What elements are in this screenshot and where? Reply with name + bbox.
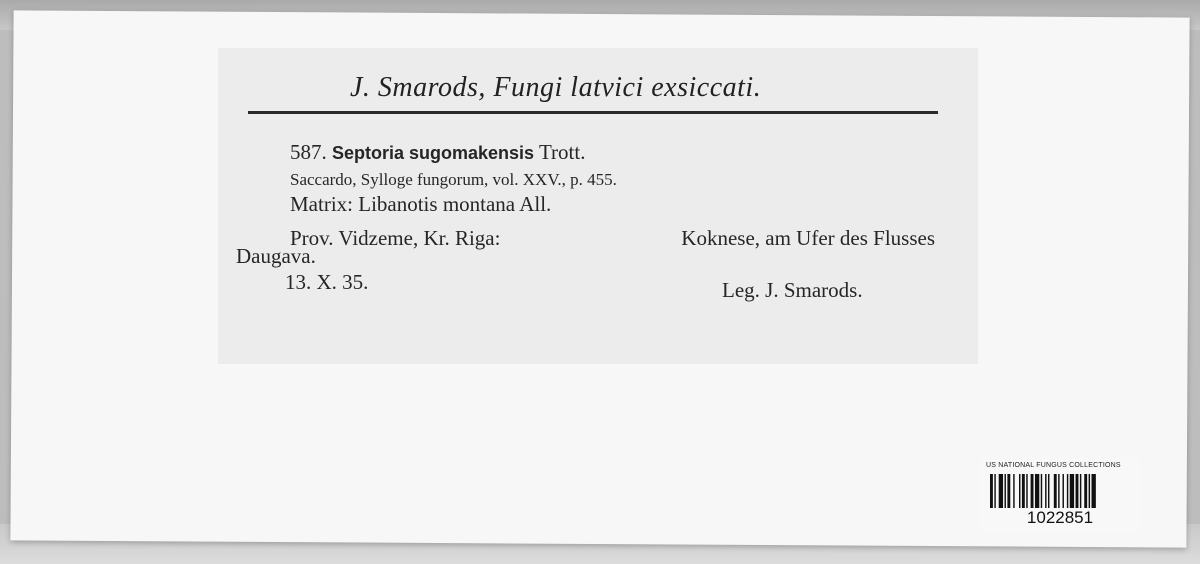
- locality-region: Prov. Vidzeme, Kr. Riga:: [290, 226, 501, 250]
- barcode-header: US NATIONAL FUNGUS COLLECTIONS: [986, 462, 1121, 469]
- matrix-line: Matrix: Libanotis montana All.: [290, 192, 552, 216]
- specimen-number-line: [290, 140, 585, 165]
- locality-line: [290, 226, 935, 251]
- barcode-icon: [990, 474, 1130, 508]
- collection-date: 13. X. 35.: [285, 270, 369, 294]
- title-rule: [248, 111, 938, 114]
- locality-continuation: Daugava.: [236, 244, 316, 268]
- taxon-author: Trott.: [538, 140, 586, 164]
- taxon-name: Septoria sugomakensis: [332, 143, 535, 163]
- specimen-number: 587.: [290, 140, 327, 164]
- locality-site: Koknese, am Ufer des Flusses: [681, 226, 935, 250]
- literature-reference: Saccardo, Sylloge fungorum, vol. XXV., p. 455.: [290, 170, 617, 189]
- barcode-label: [980, 458, 1140, 532]
- barcode-number: 1022851: [1026, 508, 1094, 527]
- series-title: J. Smarods, Fungi latvici exsiccati.: [350, 72, 762, 103]
- collector: Leg. J. Smarods.: [722, 278, 863, 302]
